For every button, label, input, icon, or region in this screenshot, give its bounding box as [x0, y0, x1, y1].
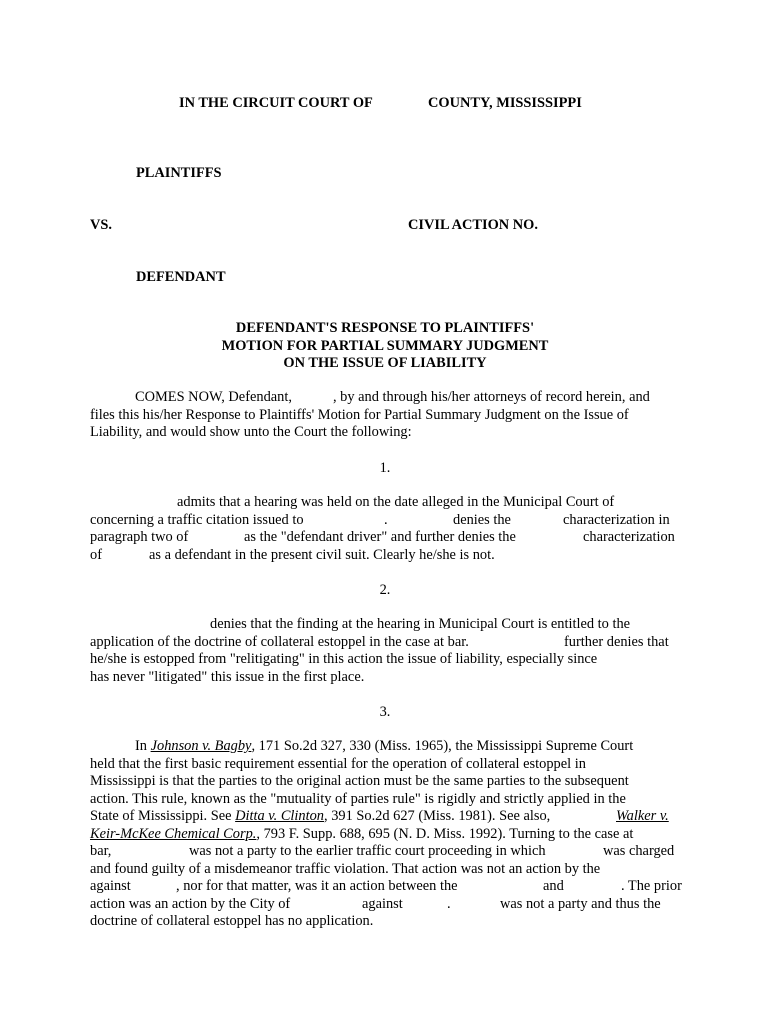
paragraph-text: held that the first basic requirement essential for the operation of collateral estoppel in: [90, 755, 586, 772]
paragraph-text: and: [543, 878, 564, 894]
paragraph-text: In: [135, 738, 147, 754]
paragraph-text: .: [384, 511, 388, 528]
case-citation-walker: Walker v.: [616, 808, 669, 824]
paragraph-text: , nor for that matter, was it an action between the: [176, 878, 458, 894]
paragraph-text: , 171 So.2d 327, 330 (Miss. 1965), the Mississippi Supreme Court: [251, 738, 634, 754]
section-3-paragraph: [90, 738, 680, 931]
paragraph-text: was not a party and thus the: [500, 895, 661, 912]
section-number-1: 1.: [379, 460, 391, 476]
paragraph-text: action. This rule, known as the "mutuality of parties rule" is rigidly and strictly applied in the: [90, 790, 626, 807]
paragraph-text: has never "litigated" this issue in the first place.: [90, 668, 365, 685]
paragraph-text: he/she is estopped from "relitigating" in this action the issue of liability, especially since: [90, 651, 598, 667]
case-citation-ditta: Ditta v. Clinton: [235, 808, 324, 824]
paragraph-text: admits that a hearing was held on the date alleged in the Municipal Court of: [177, 494, 615, 510]
court-heading-left: IN THE CIRCUIT COURT OF: [179, 95, 373, 111]
civil-action-label: CIVIL ACTION NO.: [408, 217, 538, 233]
intro-text: , by and through his/her attorneys of record herein, and: [332, 389, 650, 405]
paragraph-text: further denies that: [564, 633, 669, 650]
paragraph-text: was charged: [603, 843, 675, 859]
paragraph-text: paragraph two of: [90, 529, 189, 545]
document-title-line-1: DEFENDANT'S RESPONSE TO PLAINTIFFS': [235, 320, 535, 336]
defendant-label: DEFENDANT: [136, 269, 226, 285]
document-title-line-3: ON THE ISSUE OF LIABILITY: [283, 355, 487, 371]
intro-text: files this his/her Response to Plaintiffs' Motion for Partial Summary Judgment on the Issue of: [90, 406, 629, 423]
paragraph-text: , 793 F. Supp. 688, 695 (N. D. Miss. 1992). Turning to the case at: [256, 825, 634, 842]
paragraph-text: of: [90, 546, 102, 563]
section-number-2: 2.: [379, 582, 391, 598]
document-title-line-2: MOTION FOR PARTIAL SUMMARY JUDGMENT: [221, 338, 549, 354]
paragraph-text: characterization: [583, 529, 675, 545]
paragraph-text: as the "defendant driver" and further denies the: [244, 529, 516, 545]
versus-label: VS.: [90, 217, 112, 233]
section-2-paragraph: [90, 616, 680, 686]
paragraph-text: as a defendant in the present civil suit. Clearly he/she is not.: [149, 546, 495, 563]
section-1-paragraph: [90, 494, 680, 564]
section-number-3: 3.: [379, 704, 391, 720]
paragraph-text: action was an action by the City of: [90, 895, 291, 912]
paragraph-text: against: [362, 895, 403, 912]
paragraph-text: against: [90, 878, 131, 894]
case-citation-keir-mckee: Keir-McKee Chemical Corp.: [90, 825, 257, 842]
intro-text: COMES NOW, Defendant,: [135, 389, 292, 405]
paragraph-text: bar,: [90, 843, 112, 859]
paragraph-text: concerning a traffic citation issued to: [90, 511, 304, 528]
paragraph-text: .: [447, 895, 451, 912]
plaintiffs-label: PLAINTIFFS: [136, 165, 222, 181]
paragraph-text: was not a party to the earlier traffic court proceeding in which: [189, 843, 546, 859]
paragraph-text: , 391 So.2d 627 (Miss. 1981). See also,: [324, 808, 551, 824]
paragraph-text: State of Mississippi. See: [90, 808, 232, 824]
paragraph-text: doctrine of collateral estoppel has no application.: [90, 913, 374, 929]
paragraph-text: denies that the finding at the hearing in Municipal Court is entitled to the: [210, 616, 631, 632]
paragraph-text: Mississippi is that the parties to the original action must be the same parties to the subsequent: [90, 773, 629, 789]
paragraph-text: . The prior: [621, 878, 682, 894]
intro-text: Liability, and would show unto the Court the following:: [90, 424, 412, 440]
paragraph-text: and found guilty of a misdemeanor traffic violation. That action was not an action by the: [90, 860, 601, 877]
court-heading-right: COUNTY, MISSISSIPPI: [428, 95, 582, 111]
paragraph-text: characterization in: [563, 511, 670, 528]
intro-paragraph: [90, 389, 680, 442]
paragraph-text: application of the doctrine of collateral estoppel in the case at bar.: [90, 633, 469, 650]
case-citation-johnson: Johnson v. Bagby: [150, 738, 252, 754]
paragraph-text: denies the: [453, 511, 511, 528]
